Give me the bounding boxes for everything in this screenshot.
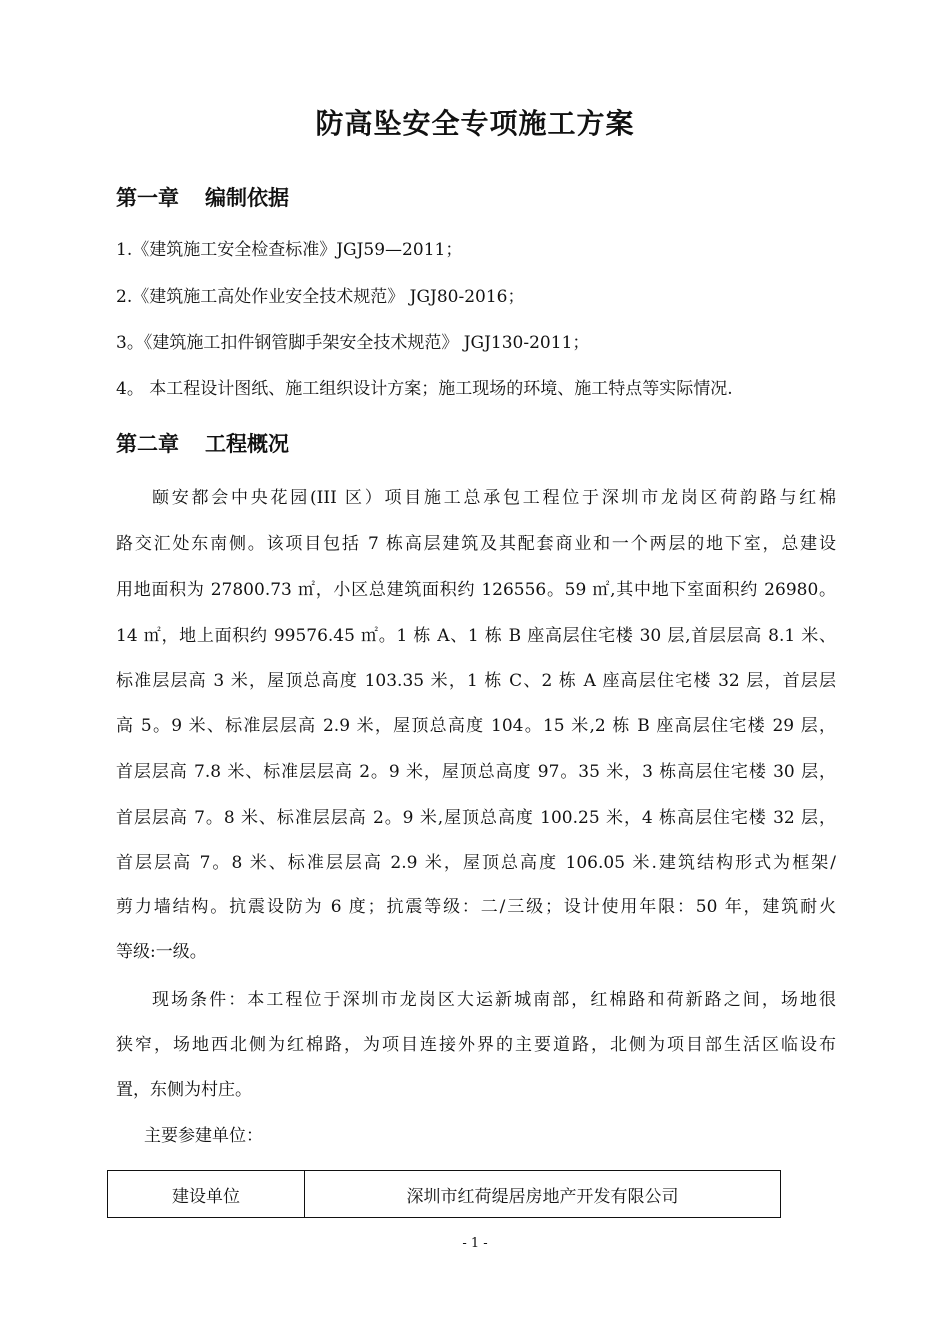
overview-line: 高 5。9 米、标准层层高 2.9 米，屋顶总高度 104。15 米,2 栋 B 座高层住宅楼 29 层， — [116, 716, 836, 736]
unit-company-cell: 深圳市红荷缇居房地产开发有限公司 — [305, 1171, 781, 1218]
overview-line: 路交汇处东南侧。该项目包括 7 栋高层建筑及其配套商业和一个两层的地下室，总建设 — [116, 534, 836, 554]
overview-line: 颐安都会中央花园(III 区）项目施工总承包工程位于深圳市龙岗区荷韵路与红棉 — [152, 488, 836, 508]
chapter-1-name: 编制依据 — [205, 185, 289, 210]
chapter-1-heading — [116, 182, 289, 212]
reference-item: 2.《建筑施工高处作业安全技术规范》 JGJ80-2016； — [116, 287, 525, 307]
page-number: - 1 - — [462, 1236, 488, 1251]
overview-line: 标准层层高 3 米，屋顶总高度 103.35 米，1 栋 C、2 栋 A 座高层住宅楼 32 层，首层层 — [116, 671, 836, 691]
chapter-1-number: 第一章 — [116, 185, 179, 210]
chapter-2-heading — [116, 428, 289, 458]
overview-line: 等级:一级。 — [116, 942, 207, 962]
participating-units-table — [107, 1170, 781, 1218]
reference-item: 4。 本工程设计图纸、施工组织设计方案；施工现场的环境、施工特点等实际情况. — [116, 379, 733, 399]
reference-item: 3。《建筑施工扣件钢管脚手架安全技术规范》 JGJ130-2011； — [116, 333, 590, 353]
table-row — [108, 1171, 781, 1218]
site-condition-line: 狭窄，场地西北侧为红棉路，为项目连接外界的主要道路，北侧为项目部生活区临设布 — [116, 1035, 836, 1055]
site-condition-line: 现场条件：本工程位于深圳市龙岗区大运新城南部，红棉路和荷新路之间，场地很 — [152, 990, 836, 1010]
site-condition-line: 置，东侧为村庄。 — [116, 1080, 252, 1100]
overview-line: 剪力墙结构。抗震设防为 6 度；抗震等级：二/三级；设计使用年限：50 年，建筑耐火 — [116, 897, 836, 917]
chapter-2-number: 第二章 — [116, 431, 179, 456]
participating-units-label: 主要参建单位： — [144, 1126, 263, 1146]
overview-line: 首层层高 7。8 米、标准层层高 2。9 米,屋顶总高度 100.25 米，4 栋高层住宅楼 32 层， — [116, 808, 836, 828]
chapter-2-name: 工程概况 — [205, 431, 289, 456]
overview-line: 首层层高 7.8 米、标准层层高 2。9 米，屋顶总高度 97。35 米，3 栋高层住宅楼 30 层， — [116, 762, 836, 782]
overview-line: 14 ㎡，地上面积约 99576.45 ㎡。1 栋 A、1 栋 B 座高层住宅楼 30 层,首层层高 8.1 米、 — [116, 626, 836, 646]
document-title: 防高坠安全专项施工方案 — [315, 107, 635, 140]
overview-line: 首层层高 7。8 米、标准层层高 2.9 米，屋顶总高度 106.05 米.建筑结构形式为框架/ — [116, 853, 836, 873]
overview-line: 用地面积为 27800.73 ㎡，小区总建筑面积约 126556。59 ㎡,其中地下室面积约 26980。 — [116, 580, 836, 600]
unit-role-cell: 建设单位 — [108, 1171, 305, 1218]
reference-item: 1.《建筑施工安全检查标准》JGJ59—2011； — [116, 240, 463, 260]
